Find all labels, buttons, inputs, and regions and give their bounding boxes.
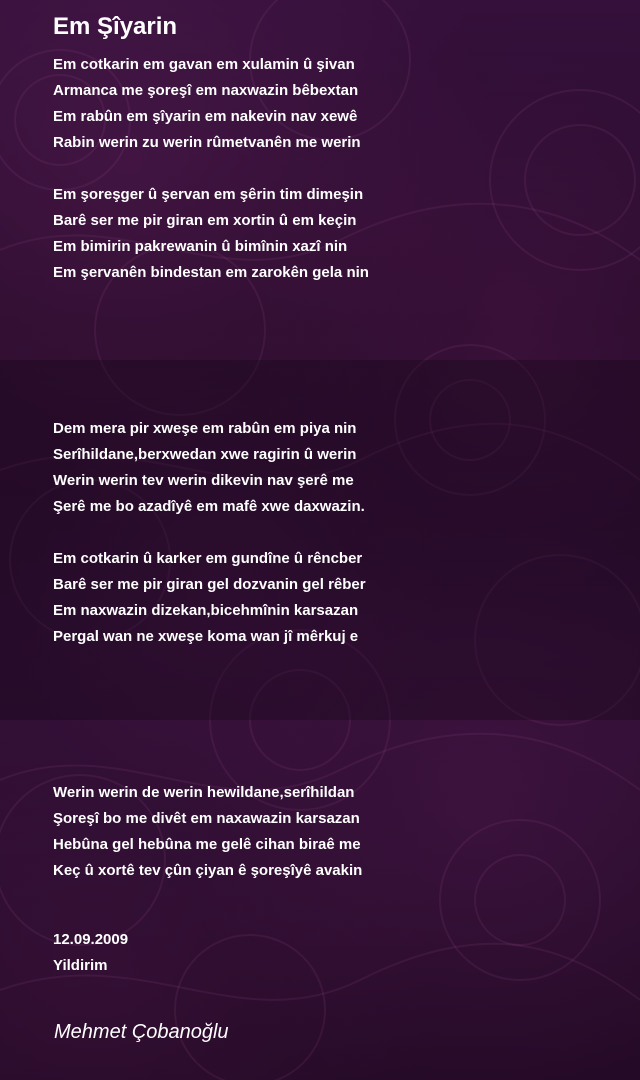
poem-line: Hebûna gel hebûna me gelê cihan biraê me (53, 836, 361, 853)
poem-title: Em Şîyarin (53, 13, 178, 40)
poem-line: Barê ser me pir giran gel dozvanin gel rêber (53, 576, 366, 593)
stanza (53, 52, 613, 156)
poem-line: Em şoreşger û şervan em şêrin tim dimeşin (53, 186, 364, 203)
poem-line: Keç û xortê tev çûn çiyan ê şoreşîyê avakin (53, 862, 363, 879)
poem-line: Serîhildane,berxwedan xwe ragirin û werin (53, 446, 357, 463)
poem-line: Barê ser me pir giran em xortin û em keçin (53, 212, 357, 229)
stanza (53, 546, 613, 650)
poem-line: Rabin werin zu werin rûmetvanên me werin (53, 134, 361, 151)
poem-date: 12.09.2009 (53, 931, 129, 948)
poem-line: Pergal wan ne xweşe koma wan jî mêrkuj e (53, 628, 359, 645)
stanza (53, 416, 613, 520)
poem-line: Şerê me bo azadîyê em mafê xwe daxwazin. (53, 498, 365, 515)
poem-line: Werin werin tev werin dikevin nav şerê me (53, 472, 354, 489)
poem-line: Em şervanên bindestan em zarokên gela nin (53, 264, 369, 281)
poem-line: Werin werin de werin hewildane,serîhildan (53, 784, 355, 801)
poem-line: Dem mera pir xweşe em rabûn em piya nin (53, 420, 357, 437)
poem-body (53, 52, 613, 910)
poem-signature: Yildirim (53, 957, 108, 974)
poem-line: Em rabûn em şîyarin em nakevin nav xewê (53, 108, 358, 125)
poem-line: Em cotkarin em gavan em xulamin û şivan (53, 56, 355, 73)
poem-footer (53, 927, 128, 979)
stanza (53, 182, 613, 286)
stanza (53, 780, 613, 884)
poem-line: Em cotkarin û karker em gundîne û rêncber (53, 550, 363, 567)
poem-line: Armanca me şoreşî em naxwazin bêbextan (53, 82, 359, 99)
poem-line: Em bimirin pakrewanin û bimînin xazî nin (53, 238, 348, 255)
poem-line: Şoreşî bo me divêt em naxawazin karsazan (53, 810, 360, 827)
poem-line: Em naxwazin dizekan,bicehmînin karsazan (53, 602, 359, 619)
author-name: Mehmet Çobanoğlu (54, 1021, 229, 1043)
